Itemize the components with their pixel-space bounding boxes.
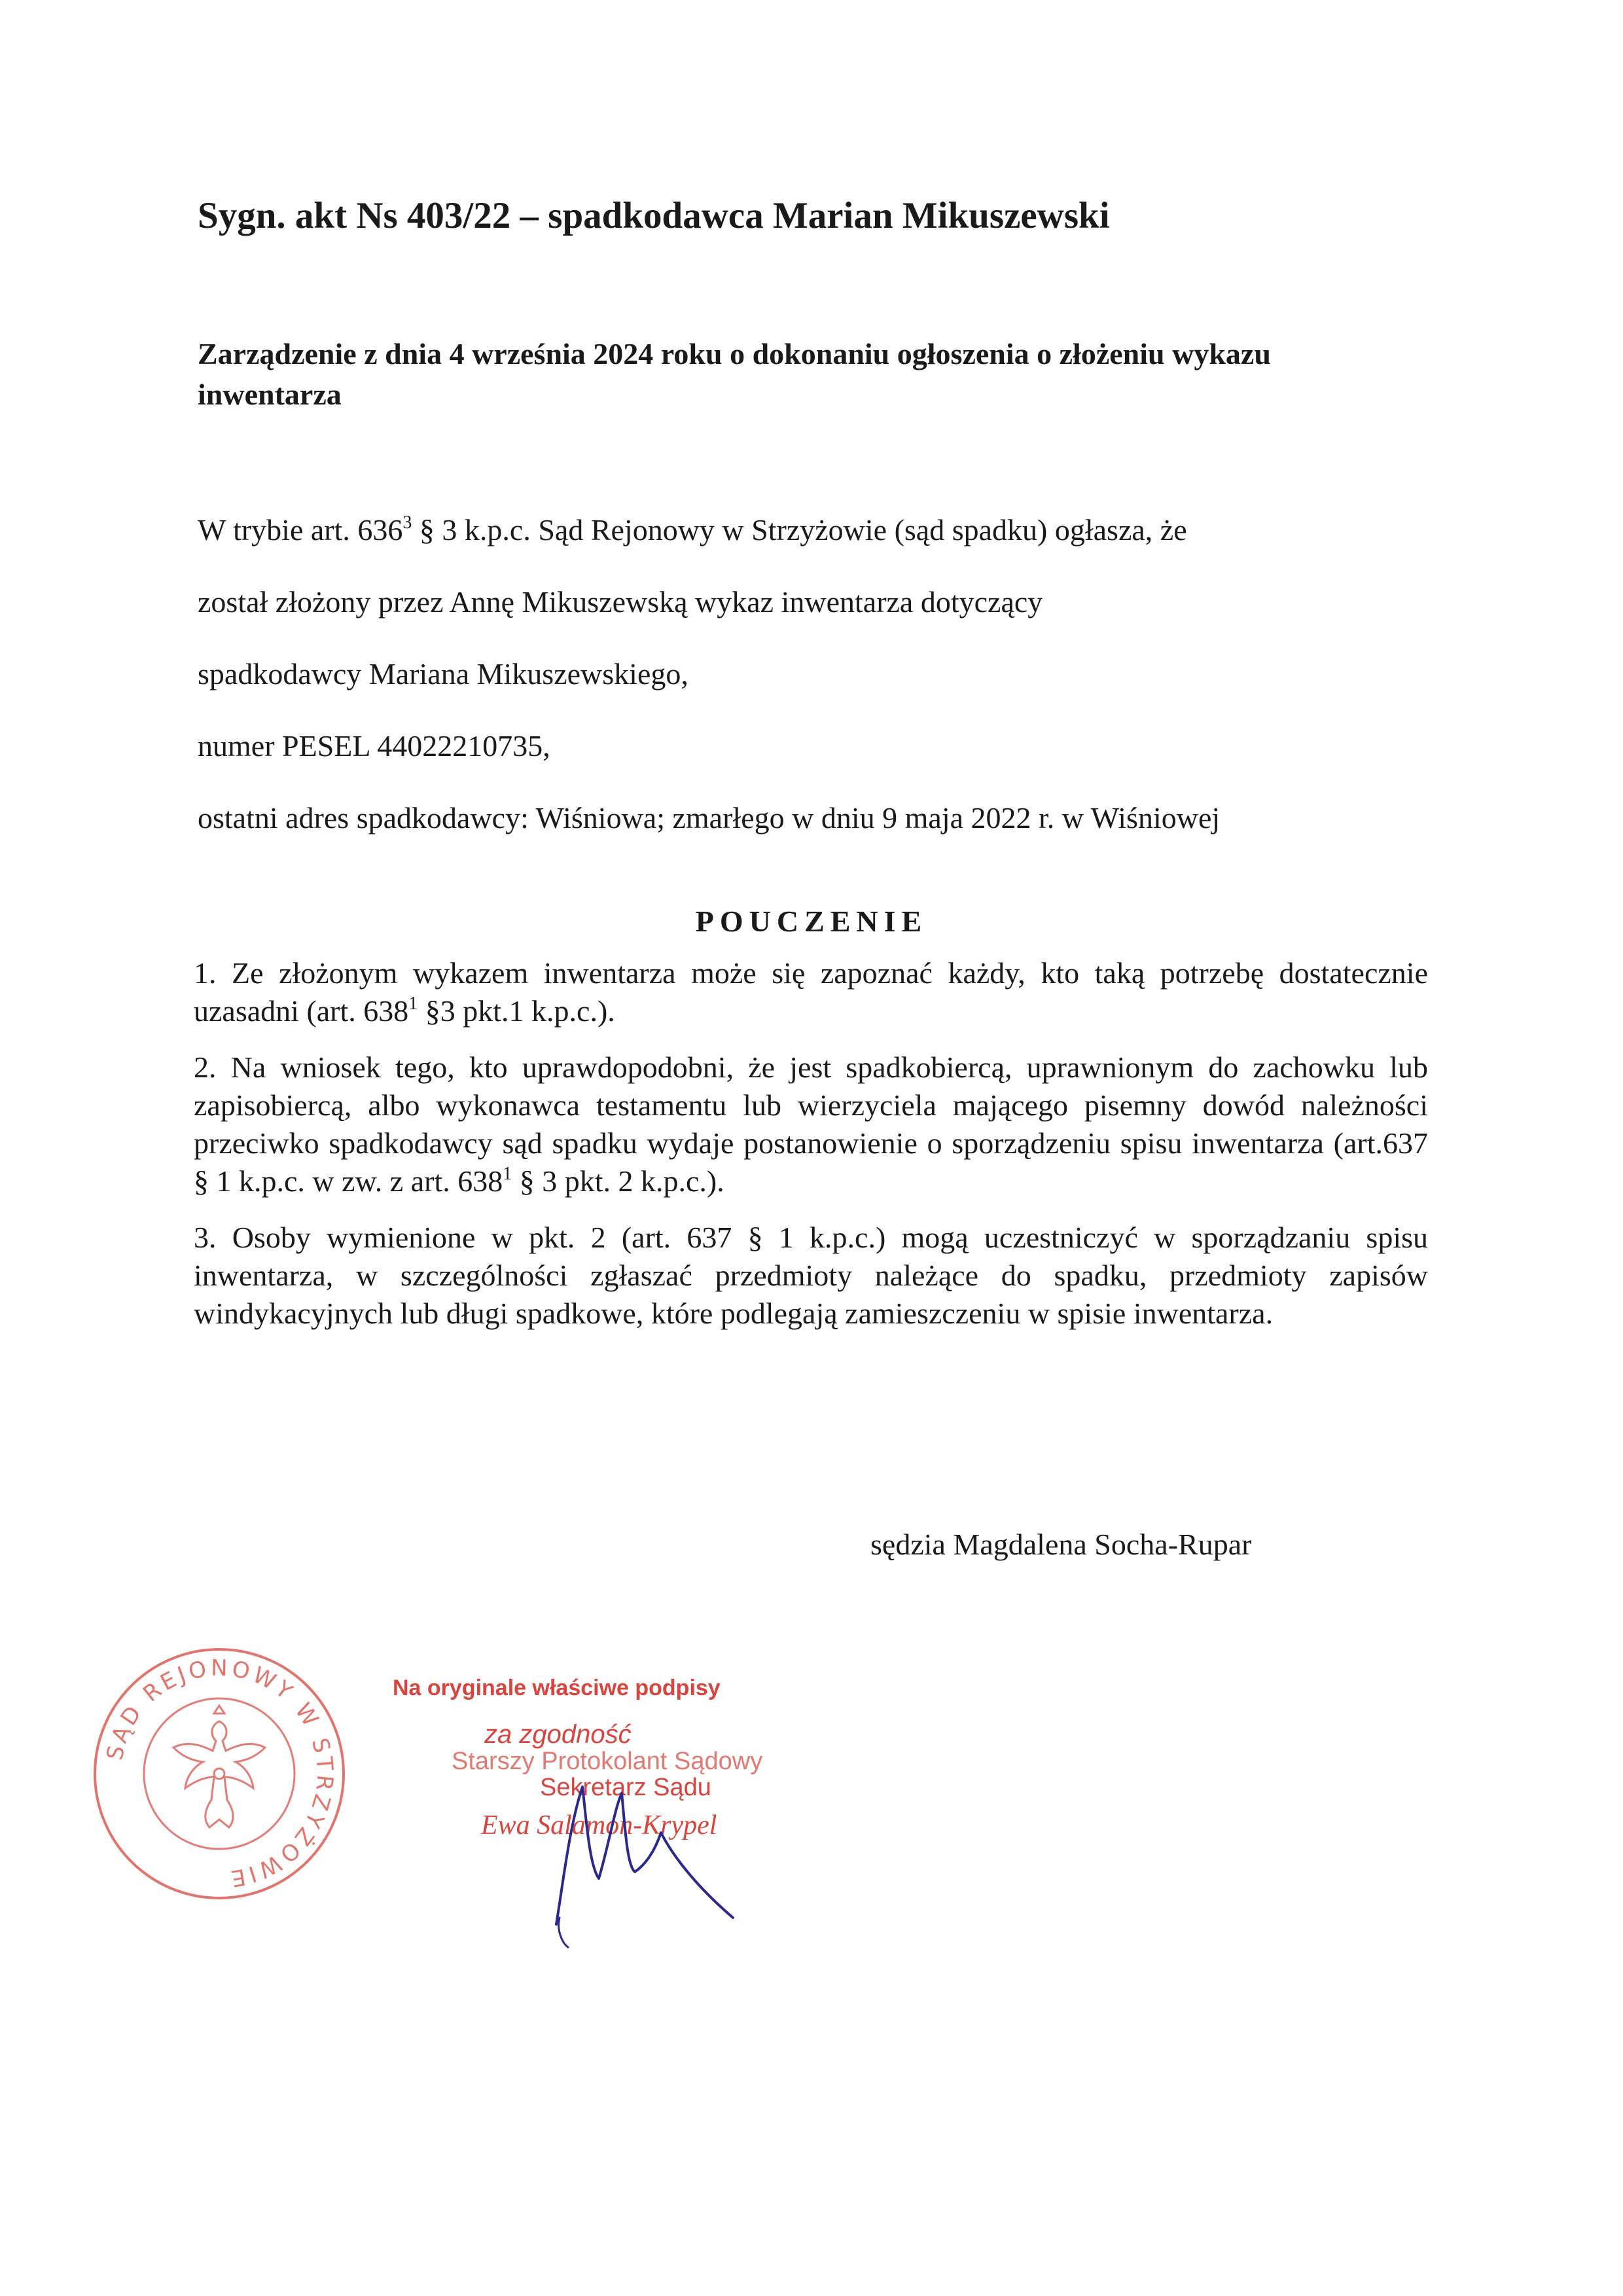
instructions-list: [194, 954, 1428, 1351]
announcement-line-1: W trybie art. $636^3$ § 3 k.p.c. Sąd Rejonowy w Strzyżowie (sąd spadku) ogłasza, że: [198, 512, 1187, 547]
handwritten-signature: [537, 1767, 772, 1950]
clerk-role: Sekretarz Sądu: [540, 1774, 711, 1801]
case-title: Sygn. akt Ns 403/22 – spadkodawca Marian Mikuszewski: [198, 195, 1110, 236]
announcement-line-5: ostatni adres spadkodawcy: Wiśniowa; zmarłego w dniu 9 maja 2022 r. w Wiśniowej: [198, 801, 1221, 834]
announcement-line-2: został złożony przez Annę Mikuszewską wykaz inwentarza dotyczący: [198, 585, 1043, 619]
announcement-body: [198, 511, 1441, 870]
clerk-position: Starszy Protokolant Sądowy: [452, 1748, 763, 1775]
announcement-line-3: spadkodawcy Mariana Mikuszewskiego,: [198, 657, 688, 691]
court-seal: [88, 1643, 350, 1905]
order-heading: Zarządzenie z dnia 4 września 2024 roku o dokonaniu ogłoszenia o złożeniu wykazu inwentarza: [198, 337, 1271, 411]
instruction-item-1: 1. Ze złożonym wykazem inwentarza może się zapoznać każdy, kto taką potrzebę dostatecznie uzasadni (art. $638^1$ §3 pkt.1 k.p.c.).: [194, 956, 1428, 1028]
court-seal-text: SĄD REJONOWY W STRZYŻOWIE: [101, 1655, 338, 1892]
instruction-item-3: 3. Osoby wymienione w pkt. 2 (art. 637 § 1 k.p.c.) mogą uczestniczyć w sporządzaniu spisu inwentarza, w szczególności zgłaszać przedmioty należące do spadku, przedmioty zapisów windykacyjnych lub długi spadkowe, które podlegają zamieszczeniu w spisie inwentarza.: [194, 1221, 1428, 1330]
original-signatures-note: Na oryginale właściwe podpisy: [393, 1676, 721, 1700]
instruction-item-2: 2. Na wniosek tego, kto uprawdopodobni, że jest spadkobiercą, uprawnionym do zachowku lub zapisobiercą, albo wykonawca testamentu lub wierzyciela mającego pisemny dowód należności przeciwko spadkodawcy sąd spadku wydaje postanowienie o sporządzeniu spisu inwentarza (art.637 § 1 k.p.c. w zw. z art. $638^1$ § 3 pkt. 2 k.p.c.).: [194, 1050, 1428, 1198]
conformity-note: za zgodność: [484, 1720, 632, 1749]
clerk-name: Ewa Salamon-Krypel: [481, 1810, 717, 1840]
instructions-title: POUCZENIE: [695, 905, 928, 938]
eagle-emblem-icon: [173, 1706, 265, 1827]
judge-signature-line: sędzia Magdalena Socha-Rupar: [870, 1528, 1252, 1561]
announcement-line-4: numer PESEL 44022210735,: [198, 729, 550, 762]
